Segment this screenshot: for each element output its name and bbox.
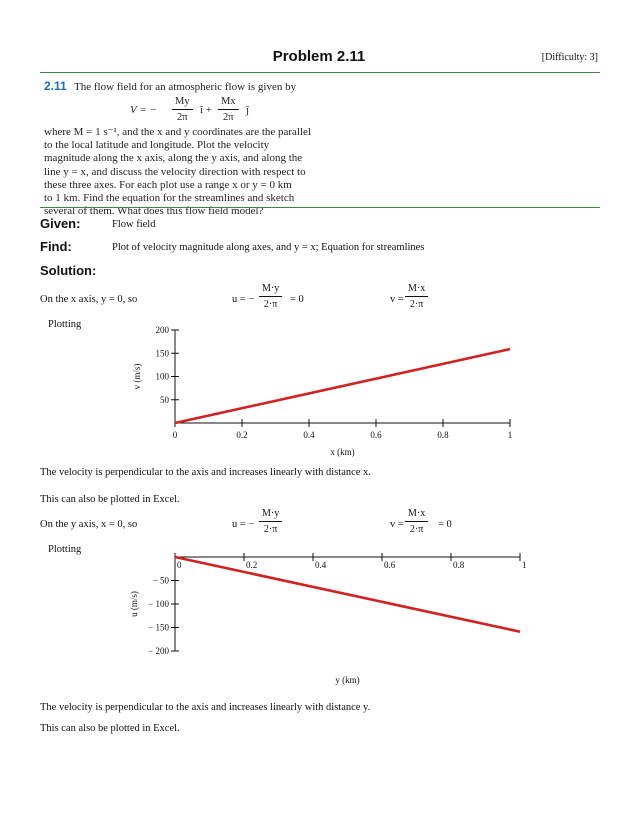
section2-v-fraction: $\frac{M\cdot x}{2\cdot\pi}$ xyxy=(405,508,428,536)
solution-label: Solution: xyxy=(40,263,97,278)
x-axis-label: y (km) xyxy=(335,675,360,685)
x-tick-label: 0.8 xyxy=(453,560,465,570)
eq-term2: $\frac{Mx}{2\pi}$ xyxy=(218,96,239,124)
section2-u-fraction: $\frac{M\cdot y}{2\cdot\pi}$ xyxy=(259,508,282,536)
x-tick-label: 0.8 xyxy=(437,430,449,440)
series-line xyxy=(175,349,510,423)
statement-line: several of them. What does this flow field model? xyxy=(44,205,264,218)
given-label: Given: xyxy=(40,216,81,231)
section2-plotting: Plotting xyxy=(48,544,82,555)
x-axis-label: x (km) xyxy=(330,447,355,457)
section2-v-rhs: = 0 xyxy=(438,519,452,530)
top-rule xyxy=(40,72,600,73)
x-tick-label: 1 xyxy=(522,560,527,570)
y-tick-label: − 100 xyxy=(148,599,169,609)
x-tick-label: 0.2 xyxy=(236,430,248,440)
find-label: Find: xyxy=(40,239,72,254)
x-tick-label: 0.6 xyxy=(384,560,396,570)
section1-u-rhs: = 0 xyxy=(290,294,304,305)
section1-intro: On the x axis, y = 0, so xyxy=(40,294,138,305)
section1-v-fraction: $\frac{M\cdot x}{2\cdot\pi}$ xyxy=(405,283,428,311)
problem-statement xyxy=(44,80,604,218)
section2-excel-note: This can also be plotted in Excel. xyxy=(40,723,180,734)
given-text: Flow field xyxy=(112,219,156,230)
x-tick-label: 0.6 xyxy=(370,430,382,440)
eq-mid: î + xyxy=(200,104,213,116)
series-line xyxy=(175,557,520,632)
statement-line: to 1 km. Find the equation for the streamlines and sketch xyxy=(44,191,295,204)
section1-v-lhs: v = xyxy=(390,294,404,305)
statement-line: line y = x, and discuss the velocity direction with respect to xyxy=(44,165,306,178)
statement-line: these three axes. For each plot use a range x or y = 0 km xyxy=(44,178,292,191)
section1-u-fraction: $\frac{M\cdot y}{2\cdot\pi}$ xyxy=(259,283,282,311)
y-tick-label: 50 xyxy=(160,394,169,405)
problem-number: 2.11 xyxy=(44,79,67,93)
velocity-x-axis-chart xyxy=(0,320,638,465)
find-text: Plot of velocity magnitude along axes, and y = x; Equation for streamlines xyxy=(112,242,425,253)
statement-line: to the local latitude and longitude. Plot the velocity xyxy=(44,139,270,152)
y-tick-label: 100 xyxy=(155,371,169,382)
y-axis-label: v (m/s) xyxy=(132,363,142,390)
section1-excel-note: This can also be plotted in Excel. xyxy=(40,494,180,505)
x-tick-label: 0.4 xyxy=(303,430,315,440)
y-tick-label: − 200 xyxy=(148,646,169,656)
statement-line: magnitude along the x axis, along the y axis, and along the xyxy=(44,152,303,165)
difficulty-label: [Difficulty: 3] xyxy=(541,52,598,63)
section2-v-lhs: v = xyxy=(390,519,404,530)
x-tick-label: 0.2 xyxy=(246,560,258,570)
section2-intro: On the y axis, x = 0, so xyxy=(40,519,138,530)
y-tick-label: 200 xyxy=(155,325,169,335)
y-tick-label: − 150 xyxy=(148,622,169,633)
eq-end: ĵ xyxy=(246,104,250,116)
x-tick-label: 1 xyxy=(507,430,513,440)
page-title: Problem 2.11 xyxy=(272,48,366,65)
section1-plotting: Plotting xyxy=(48,319,82,330)
eq-term1: $\frac{My}{2\pi}$ xyxy=(172,96,193,124)
x-tick-label: 0.4 xyxy=(315,560,327,570)
section1-conclusion: The velocity is perpendicular to the axis and increases linearly with distance x. xyxy=(40,467,371,478)
bottom-rule xyxy=(40,207,600,208)
velocity-equation xyxy=(44,96,604,126)
y-axis-label: u (m/s) xyxy=(129,591,139,617)
y-tick-label: 150 xyxy=(155,348,169,359)
y-tick-label: − 50 xyxy=(152,575,169,586)
velocity-y-axis-chart xyxy=(0,545,638,690)
section2-conclusion: The velocity is perpendicular to the axis and increases linearly with distance y. xyxy=(40,702,371,713)
section2-u-lhs: u = − xyxy=(232,519,255,530)
statement-line: where M = 1 s⁻¹, and the x and y coordinates are the parallel xyxy=(44,126,311,138)
section1-u-lhs: u = − xyxy=(232,294,255,305)
x-tick-label: 0 xyxy=(177,560,182,570)
x-tick-label: 0 xyxy=(172,430,178,440)
statement-line: The flow field for an atmospheric flow is given by xyxy=(74,81,297,93)
eq-v: V = − xyxy=(130,104,157,116)
